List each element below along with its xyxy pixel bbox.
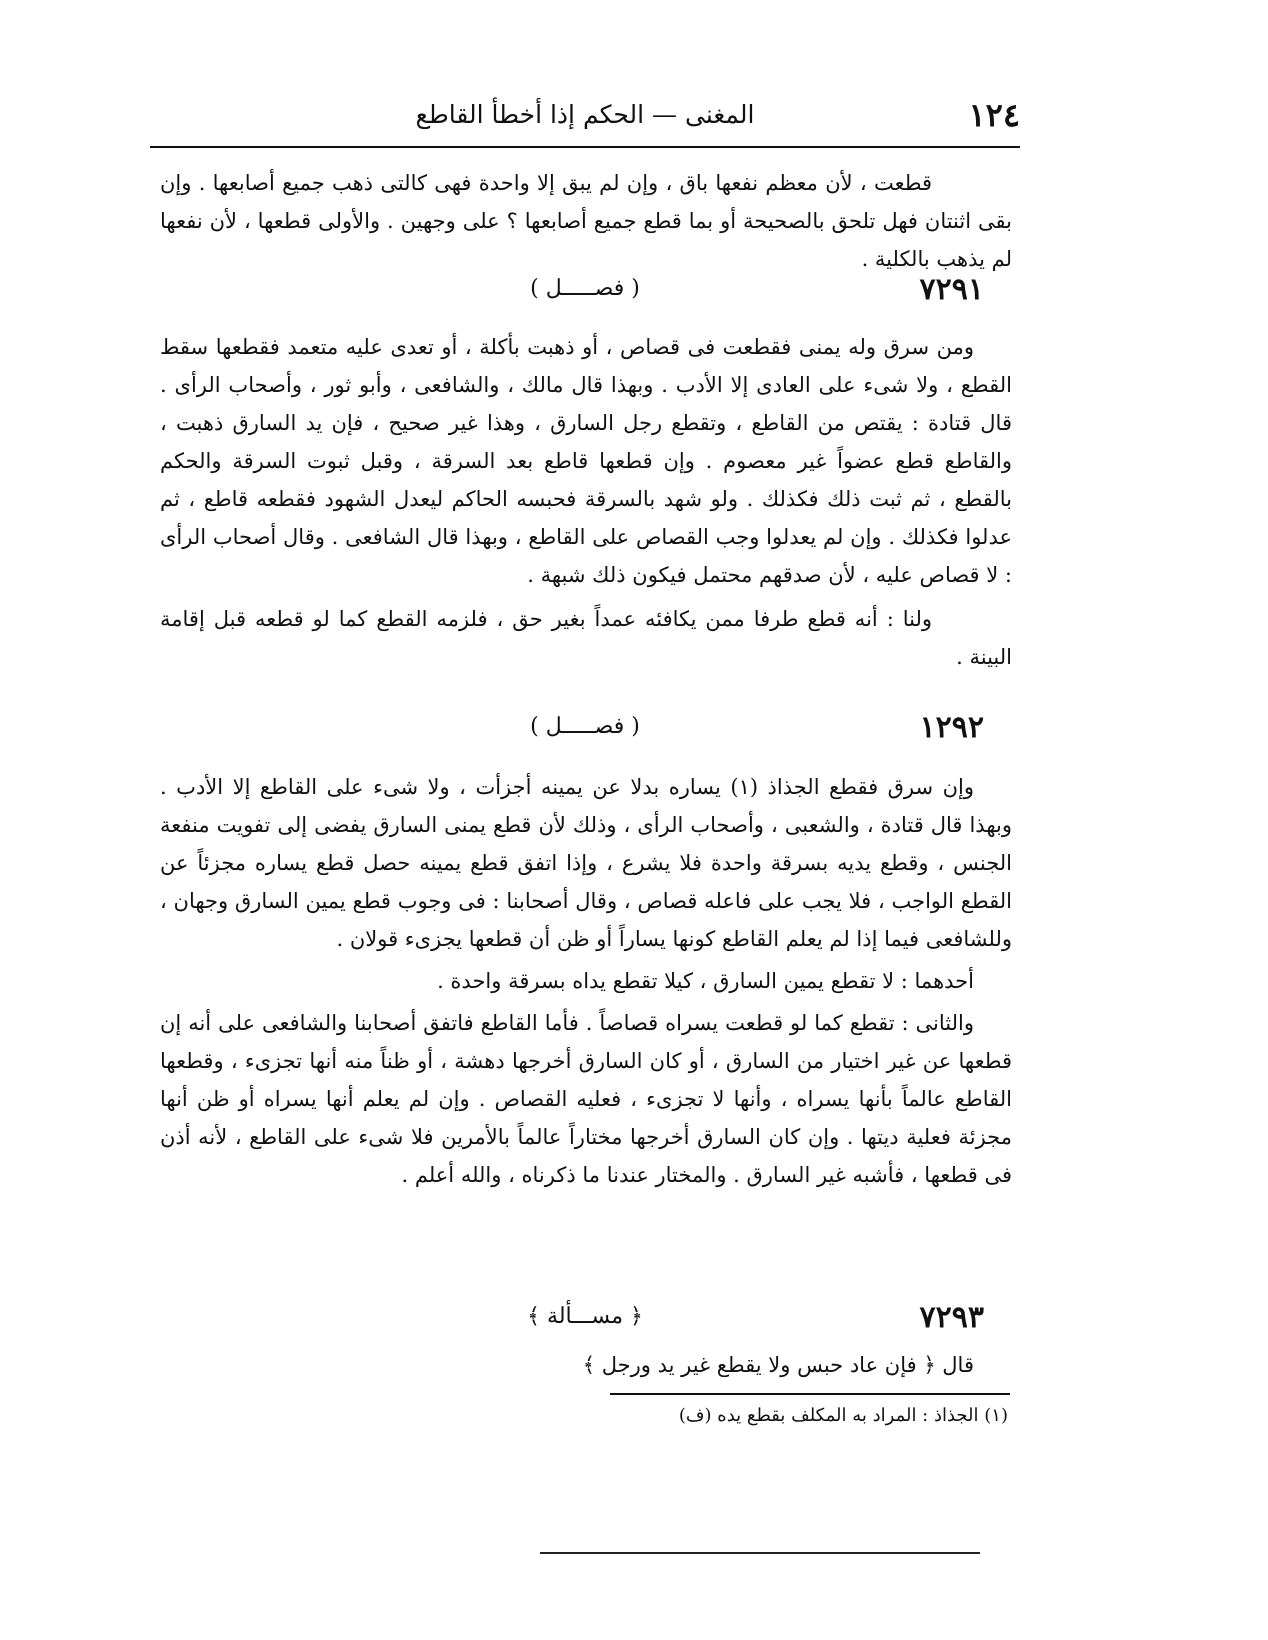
section-body-1292 — [160, 768, 1012, 1194]
section-number: ٧٢٩٣ — [919, 1300, 984, 1335]
section-number: ٧٢٩١ — [919, 272, 984, 307]
intro-text: قطعت ، لأن معظم نفعها باق ، وإن لم يبق إلا واحدة فهى كالتى ذهب جميع أصابعها . وإن بقى اثنتان فهل تلحق بالصحيحة أو بما قطع جميع أصابعها ؟ على وجهين . والأولى قطعها ، لأن نفعها لم يذهب بالكلية . — [160, 171, 1012, 271]
paragraph: وإن سرق فقطع الجذاذ (١) يساره بدلا عن يمينه أجزأت ، ولا شىء على القاطع إلا الأدب . وبهذا قال قتادة ، والشعبى ، وأصحاب الرأى ، وذلك لأن قطع يمنى السارق يفضى إلى تفويت منفعة الجنس ، وقطع يديه بسرقة واحدة فلا يشرع ، وإذا اتفق قطع يمينه حصل قطع يساره مجزئاً عن القطع الواجب ، فلا يجب على فاعله قصاص ، وقال أصحابنا : فى وجوب قطع يمين السارق وجهان ، وللشافعى فيما إذا لم يعلم القاطع كونها يساراً أو ظن أن قطعها يجزىء قولان . — [160, 775, 1012, 951]
section-heading-7293 — [160, 1300, 1010, 1344]
running-title: المغنى — الحكم إذا أخطأ القاطع — [415, 100, 755, 129]
section-number: ١٢٩٢ — [919, 710, 984, 745]
section-heading-7291 — [160, 272, 1010, 316]
section-label: ﴿ مســـألة ﴾ — [527, 1304, 643, 1329]
section-label: ( فصـــــل ) — [530, 276, 640, 301]
bottom-rule — [540, 1552, 980, 1554]
paragraph: قال ﴿ فإن عاد حبس ولا يقطع غير يد ورجل ﴾ — [582, 1353, 974, 1377]
paragraph: والثانى : تقطع كما لو قطعت يسراه قصاصاً . فأما القاطع فاتفق أصحابنا والشافعى على أنه إن قطعها عن غير اختيار من السارق ، أو كان السارق أخرجها دهشة ، أو ظناً منه أنها تجزىء ، وقطعها القاطع عالماً بأنها يسراه ، وأنها لا تجزىء ، فعليه القصاص . وإن لم يعلم أنها يسراه أو ظن أنها مجزئة فعلية ديتها . وإن كان السارق أخرجها مختاراً عالماً بالأمرين فلا شىء على القاطع ، لأنه أذن فى قطعها ، فأشبه غير السارق . والمختار عندنا ما ذكرناه ، والله أعلم . — [160, 1011, 1012, 1187]
page-header — [150, 96, 1020, 140]
section-body-7291 — [160, 328, 1012, 676]
header-rule — [150, 146, 1020, 148]
page-number: ١٢٤ — [968, 96, 1020, 134]
footnote-rule — [610, 1393, 1010, 1395]
paragraph: ولنا : أنه قطع طرفا ممن يكافئه عمداً بغير حق ، فلزمه القطع كما لو قطعه قبل إقامة البينة . — [160, 607, 1012, 669]
footnote: (١) الجذاذ : المراد به المكلف بقطع يده (ف) — [678, 1405, 1008, 1426]
section-heading-1292 — [160, 710, 1010, 754]
paragraph: أحدهما : لا تقطع يمين السارق ، كيلا تقطع يداه بسرقة واحدة . — [437, 969, 974, 993]
section-body-7293 — [160, 1346, 1012, 1384]
intro-paragraph — [160, 164, 1012, 278]
paragraph: ومن سرق وله يمنى فقطعت فى قصاص ، أو ذهبت بأكلة ، أو تعدى عليه متعمد فقطعها سقط القطع ، ولا شىء على العادى إلا الأدب . وبهذا قال مالك ، والشافعى ، وأبو ثور ، وأصحاب الرأى . قال قتادة : يقتص من القاطع ، وتقطع رجل السارق ، وهذا غير صحيح ، فإن يد السارق ذهبت ، والقاطع قطع عضواً غير معصوم . وإن قطعها قاطع بعد السرقة ، وقبل ثبوت السرقة والحكم بالقطع ، ثم ثبت ذلك فكذلك . ولو شهد بالسرقة فحبسه الحاكم ليعدل الشهود فقطعه قاطع ، ثم عدلوا فكذلك . وإن لم يعدلوا وجب القصاص على القاطع ، وبهذا قال الشافعى . وقال أصحاب الرأى : لا قصاص عليه ، لأن صدقهم محتمل فيكون ذلك شبهة . — [160, 335, 1013, 587]
section-label: ( فصـــــل ) — [530, 714, 640, 739]
